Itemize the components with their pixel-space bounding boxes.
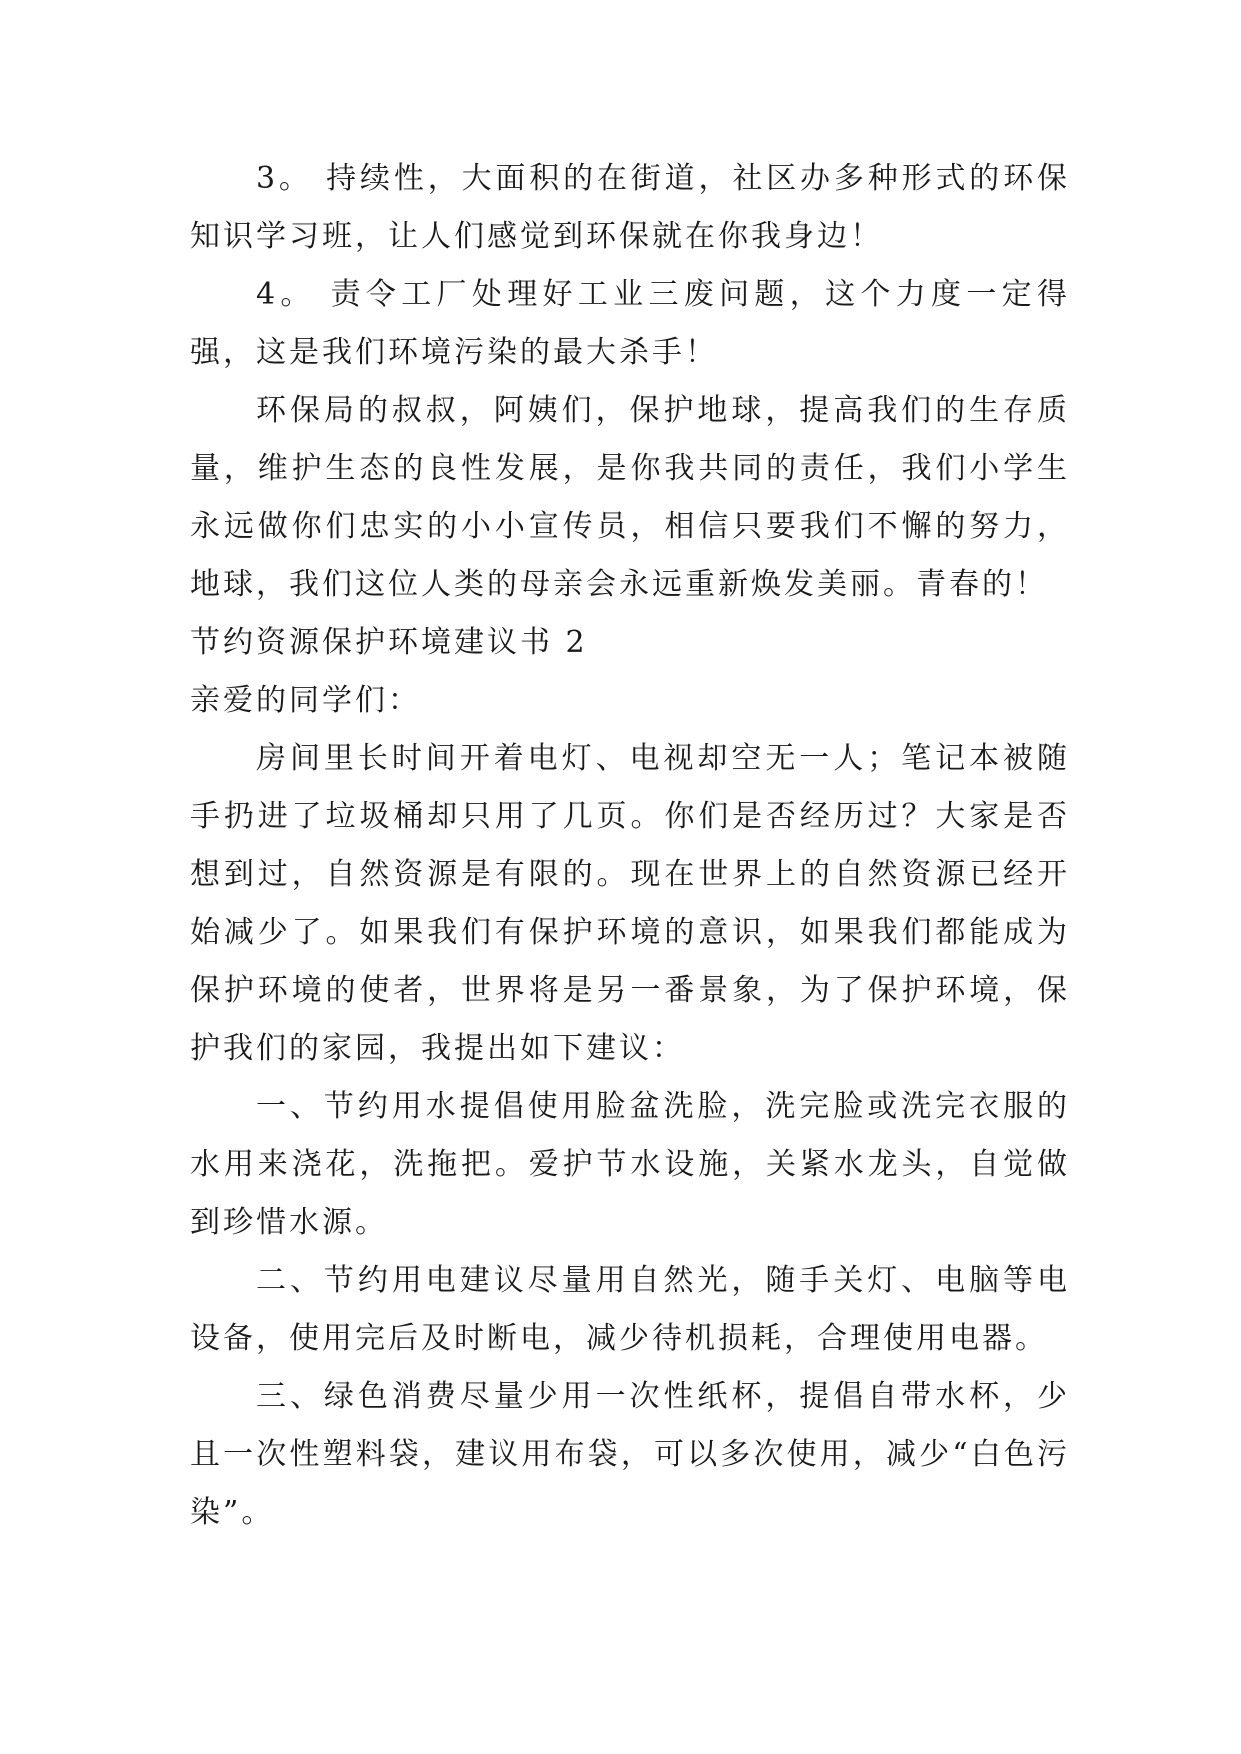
paragraph-intro: 房间里长时间开着电灯、电视却空无一人；笔记本被随手扔进了垃圾桶却只用了几页。你们是否经历过？大家是否想到过，自然资源是有限的。现在世界上的自然资源已经开始减少了。如果我们有保护环境的意识，如果我们都能成为保护环境的使者，世界将是另一番景象，为了保护环境，保护我们的家园，我提出如下建议： (190, 741, 1070, 1066)
paragraph-suggestion-electricity: 二、节约用电建议尽量用自然光，随手关灯、电脑等电设备，使用完后及时断电，减少待机损耗，合理使用电器。 (190, 1263, 1070, 1356)
document-body (190, 150, 1070, 1542)
salutation: 亲爱的同学们： (190, 683, 421, 718)
paragraph-suggestion-water: 一、节约用水提倡使用脸盆洗脸，洗完脸或洗完衣服的水用来浇花，洗拖把。爱护节水设施，关紧水龙头，自觉做到珍惜水源。 (190, 1089, 1070, 1240)
paragraph-closing: 环保局的叔叔，阿姨们，保护地球，提高我们的生存质量，维护生态的良性发展，是你我共同的责任，我们小学生永远做你们忠实的小小宣传员，相信只要我们不懈的努力，地球，我们这位人类的母亲会永远重新焕发美丽。青春的！ (190, 393, 1070, 602)
section-heading: 节约资源保护环境建议书 2 (190, 625, 588, 660)
paragraph-point-4: 4。 责令工厂处理好工业三废问题，这个力度一定得强，这是我们环境污染的最大杀手！ (190, 277, 1070, 370)
paragraph-suggestion-green-consumption: 三、绿色消费尽量少用一次性纸杯，提倡自带水杯，少且一次性塑料袋，建议用布袋，可以多次使用，减少“白色污染”。 (190, 1379, 1070, 1530)
paragraph-point-3: 3。 持续性，大面积的在街道，社区办多种形式的环保知识学习班，让人们感觉到环保就在你我身边！ (190, 161, 1070, 254)
